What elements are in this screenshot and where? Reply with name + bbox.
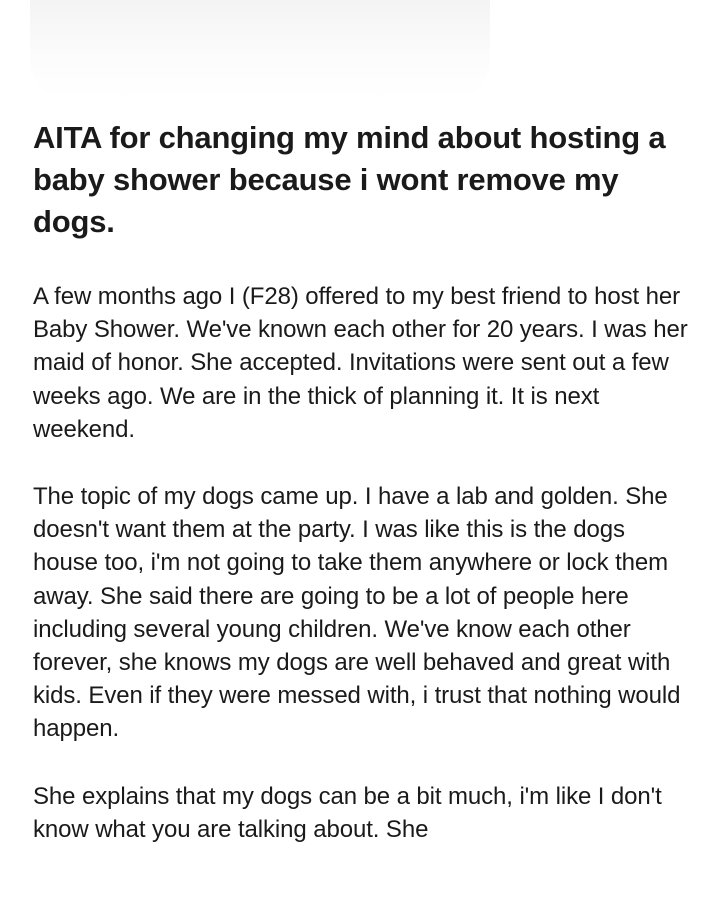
- post-paragraph: A few months ago I (F28) offered to my best friend to host her Baby Shower. We've known each other for 20 years. I was her maid of honor. She accepted. Invitations were sent out a few weeks ago. We are in the thick of planning it. It is next weekend.: [33, 283, 688, 443]
- post-paragraph: She explains that my dogs can be a bit much, i'm like I don't know what you are talking about. She: [33, 782, 662, 843]
- post-body: [33, 280, 693, 846]
- post-paragraph: The topic of my dogs came up. I have a lab and golden. She doesn't want them at the party. I was like this is the dogs house too, i'm not going to take them anywhere or lock them away. She said there are going to be a lot of people here including several young children. We've know each other forever, she knows my dogs are well behaved and great with kids. Even if they were messed with, i trust that nothing would happen.: [33, 483, 681, 743]
- post-title: AITA for changing my mind about hosting a baby shower because i wont remove my dogs.: [33, 120, 666, 239]
- post: [33, 117, 693, 880]
- blurred-header-area: [30, 0, 490, 100]
